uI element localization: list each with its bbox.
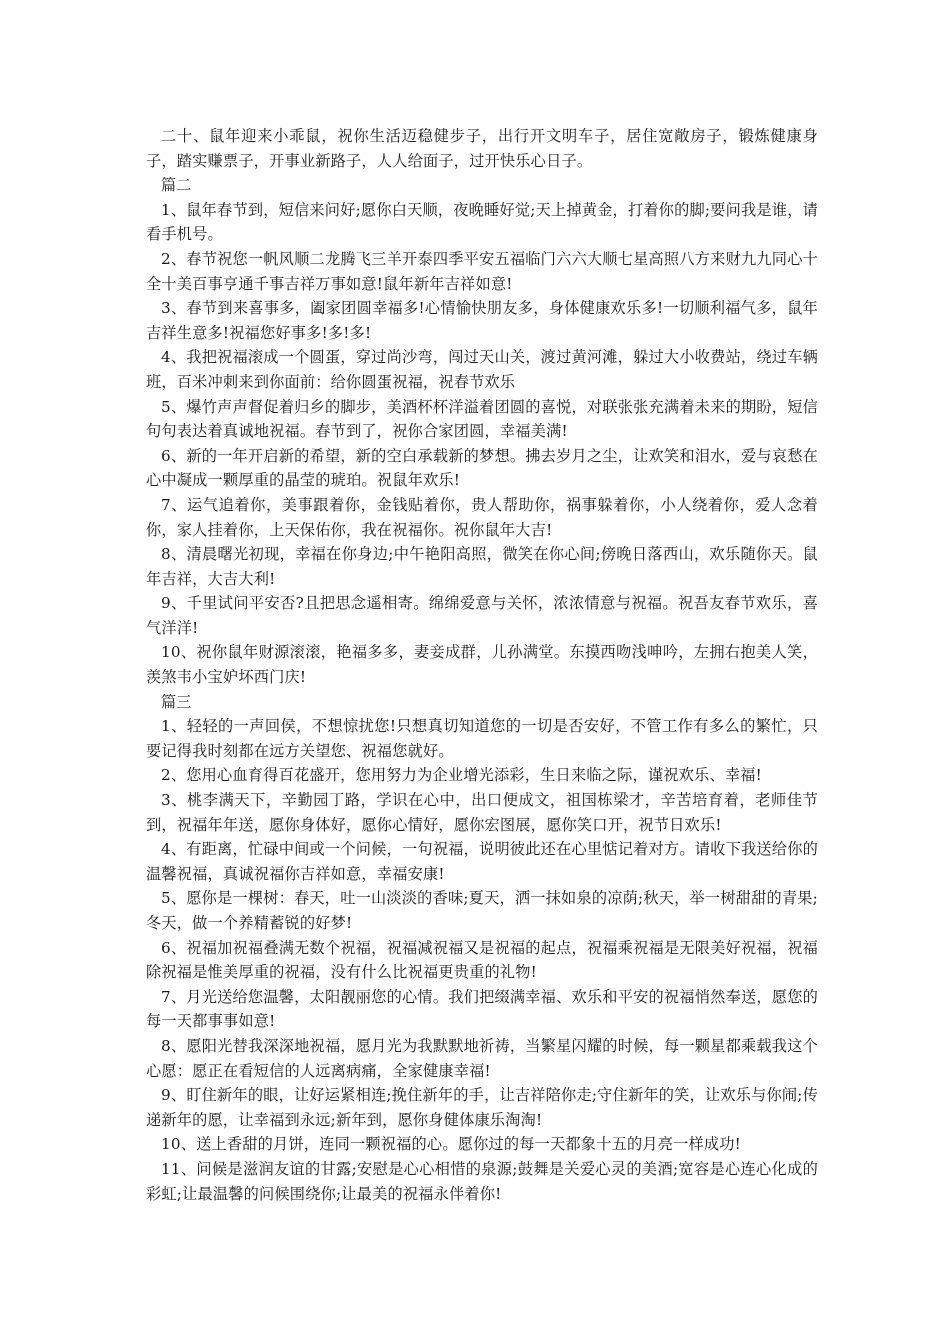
section2-item: 8、清晨曙光初现，幸福在你身边;中午艳阳高照，微笑在你心间;傍晚日落西山，欢乐随你天。鼠年吉祥，大吉大利! bbox=[146, 545, 818, 588]
section2-item: 9、千里试问平安否?且把思念遥相寄。绵绵爱意与关怀，浓浓情意与祝福。祝吾友春节欢乐，喜气洋洋! bbox=[146, 594, 818, 637]
section-heading-3: 篇三 bbox=[161, 692, 192, 711]
section3-item: 6、祝福加祝福叠满无数个祝福，祝福减祝福又是祝福的起点，祝福乘祝福是无限美好祝福，祝福除祝福是惟美厚重的祝福，没有什么比祝福更贵重的礼物! bbox=[146, 938, 818, 982]
section3-item: 4、有距离，忙碌中间或一个问候，一句祝福，说明彼此还在心里惦记着对方。请收下我送给你的温馨祝福，真诚祝福你吉祥如意，幸福安康! bbox=[146, 840, 818, 883]
section2-item: 2、春节祝您一帆风顺二龙腾飞三羊开泰四季平安五福临门六六大顺七星高照八方来财九九同心十全十美百事亨通千事吉祥万事如意!鼠年新年吉祥如意! bbox=[146, 249, 818, 293]
section2-item: 4、我把祝福滚成一个圆蛋，穿过尚沙弯，闯过天山关，渡过黄河滩，躲过大小收费站，绕过车辆班，百米冲刺来到你面前：给你圆蛋祝福，祝春节欢乐 bbox=[146, 348, 818, 391]
section3-item: 1、轻轻的一声回侯，不想惊扰您!只想真切知道您的一切是否安好，不管工作有多么的繁忙，只要记得我时刻都在远方关望您、祝福您就好。 bbox=[146, 717, 818, 760]
section3-item: 11、问候是滋润友谊的甘露;安慰是心心相惜的泉源;鼓舞是关爱心灵的美酒;宽容是心连心化成的彩虹;让最温馨的问候围绕你;让最美的祝福永伴着你! bbox=[146, 1159, 818, 1203]
intro-paragraph: 二十、鼠年迎来小乖鼠，祝你生活迈稳健步子，出行开文明车子，居住宽敞房子，锻炼健康身子，踏实赚票子，开事业新路子，人人给面子，过开快乐心日子。 bbox=[146, 127, 818, 170]
section3-item: 7、月光送给您温馨，太阳靓丽您的心情。我们把缀满幸福、欢乐和平安的祝福悄然奉送，愿您的每一天都事事如意! bbox=[146, 987, 818, 1031]
section2-item: 5、爆竹声声督促着归乡的脚步，美酒杯杯洋溢着团圆的喜悦，对联张张充满着未来的期盼，短信句句表达着真诚地祝福。春节到了，祝你合家团圆，幸福美满! bbox=[146, 397, 818, 441]
section2-item: 6、新的一年开启新的希望，新的空白承载新的梦想。拂去岁月之尘，让欢笑和泪水，爱与哀愁在心中凝成一颗厚重的晶莹的琥珀。祝鼠年欢乐! bbox=[146, 446, 818, 490]
section3-item: 3、桃李满天下，辛勤园丁路，学识在心中，出口便成文，祖国栋梁才，辛苦培育着，老师佳节到，祝福年年送，愿你身体好，愿你心情好，愿你宏图展，愿你笑口开，祝节日欢乐! bbox=[146, 791, 818, 834]
section3-item: 9、盯住新年的眼，让好运紧相连;挽住新年的手，让吉祥陪你走;守住新年的笑，让欢乐与你闹;传递新年的愿，让幸福到永远;新年到，愿你身健体康乐淘淘! bbox=[146, 1086, 818, 1129]
section3-item: 5、愿你是一棵树：春天，吐一山淡淡的香味;夏天，洒一抹如泉的凉荫;秋天，举一树甜甜的青果;冬天，做一个养精蓄锐的好梦! bbox=[146, 889, 818, 932]
section3-item: 10、送上香甜的月饼，连同一颗祝福的心。愿你过的每一天都象十五的月亮一样成功! bbox=[161, 1135, 741, 1154]
document-page bbox=[146, 124, 818, 1206]
section2-item: 7、运气追着你，美事跟着你，金钱贴着你，贵人帮助你，祸事躲着你，小人绕着你，爱人念着你，家人挂着你，上天保佑你，我在祝福你。祝你鼠年大吉! bbox=[146, 495, 818, 539]
section2-item: 10、祝你鼠年财源滚滚，艳福多多，妻妾成群，儿孙满堂。东摸西吻浅呻吟，左拥右抱美人笑，羡煞韦小宝妒坏西门庆! bbox=[146, 643, 818, 687]
section-heading-2: 篇二 bbox=[161, 176, 192, 195]
section3-item: 8、愿阳光替我深深地祝福，愿月光为我默默地祈祷，当繁星闪耀的时候，每一颗星都乘载我这个心愿：愿正在看短信的人远离病痛，全家健康幸福! bbox=[146, 1036, 818, 1080]
section3-item: 2、您用心血育得百花盛开，您用努力为企业增光添彩，生日来临之际，谨祝欢乐、幸福! bbox=[161, 766, 762, 785]
section2-item: 3、春节到来喜事多，阖家团圆幸福多!心情愉快朋友多，身体健康欢乐多!一切顺利福气多，鼠年吉祥生意多!祝福您好事多!多!多! bbox=[146, 299, 818, 342]
section2-item: 1、鼠年春节到，短信来问好;愿你白天顺，夜晚睡好觉;天上掉黄金，打着你的脚;要问我是谁，请看手机号。 bbox=[146, 200, 818, 244]
